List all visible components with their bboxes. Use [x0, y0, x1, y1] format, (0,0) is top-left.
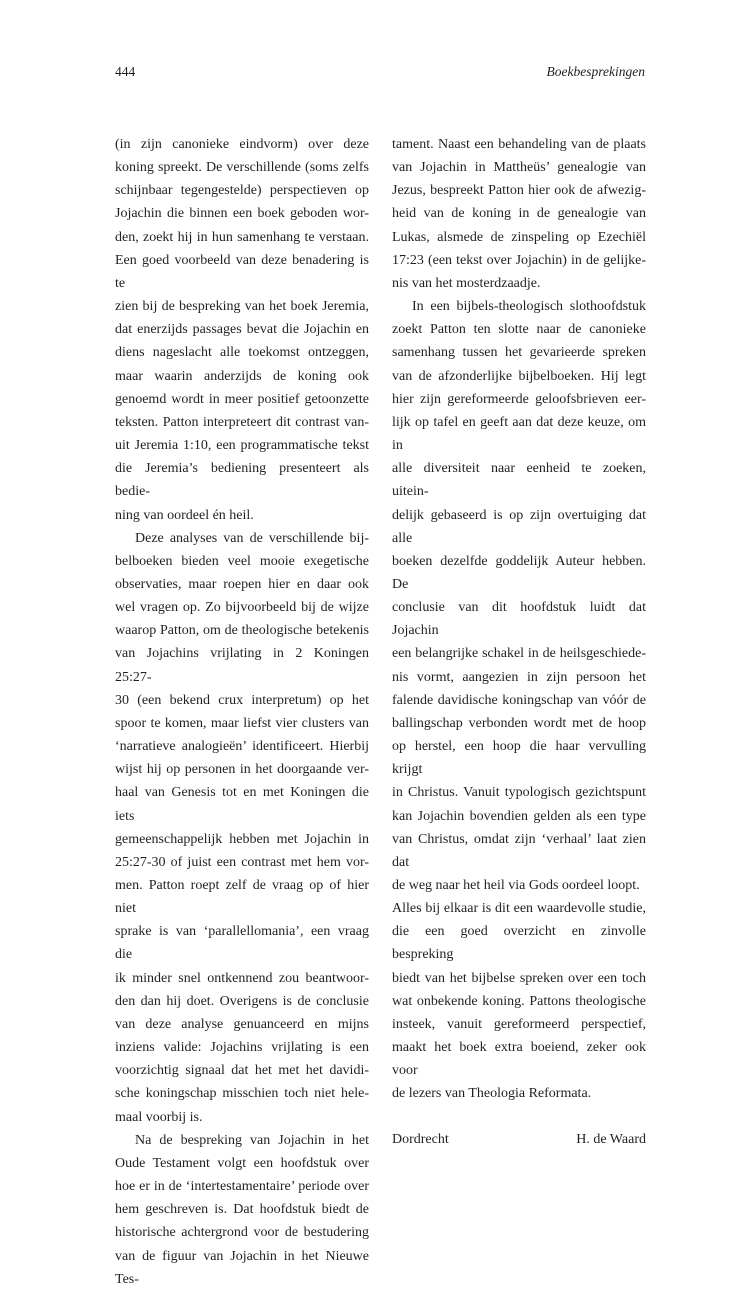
text-line: genoemd wordt in meer positief getoonzette — [115, 391, 369, 407]
text-line: de weg naar het heil via Gods oordeel loopt. — [392, 878, 640, 893]
text-line: hier zijn gereformeerde geloofsbrieven eer- — [392, 391, 646, 407]
text-line: van Jojachin in Mattheüs’ genealogie van — [392, 160, 646, 176]
text-line: wijst hij op personen in het doorgaande ver- — [115, 762, 369, 778]
signature-author: H. de Waard — [576, 1131, 646, 1147]
text-line: lijk op tafel en geeft aan dat deze keuze, om in — [392, 414, 646, 454]
text-line: die een goed overzicht en zinvolle bespreking — [392, 924, 646, 963]
text-line: koning spreekt. De verschillende (soms zelfs — [115, 160, 369, 176]
text-line: tament. Naast een behandeling van de plaats — [392, 137, 646, 152]
text-line: in Christus. Vanuit typologisch gezichtspunt — [392, 785, 646, 801]
text-line: dat enerzijds passages bevat die Jojachin en — [115, 322, 369, 338]
text-line: haal van Genesis tot en met Koningen die iets — [115, 785, 369, 824]
left-column — [115, 133, 369, 1291]
page-number: 444 — [115, 64, 136, 79]
text-line: maakt het boek extra boeiend, zeker ook voor — [392, 1040, 646, 1079]
text-line: maal voorbij is. — [115, 1109, 203, 1125]
text-line: Na de bespreking van Jojachin in het — [135, 1132, 369, 1148]
text-line: van Jojachins vrijlating in 2 Koningen 25:27- — [115, 646, 369, 685]
text-line: van de afzonderlijke bijbelboeken. Hij legt — [392, 368, 646, 384]
text-line: een belangrijke schakel in de heilsgeschiede- — [392, 646, 646, 662]
text-line: boeken dezelfde goddelijk Auteur hebben. De — [392, 553, 646, 592]
text-line: wat onbekende koning. Pattons theologische — [392, 993, 646, 1009]
text-line: hoe er in de ‘intertestamentaire’ periode over — [115, 1179, 369, 1195]
text-line: zoekt Patton ten slotte naar de canonieke — [392, 322, 646, 338]
signature-place: Dordrecht — [392, 1131, 449, 1147]
text-line: heid van de koning in de genealogie van — [392, 206, 646, 222]
text-line: Alles bij elkaar is dit een waardevolle studie, — [392, 901, 646, 917]
text-line: hem geschreven is. Dat hoofdstuk biedt de — [115, 1202, 369, 1218]
text-line: Jezus, bespreekt Patton hier ook de afwezig- — [392, 183, 646, 199]
text-line: falende davidische koningschap van vóór de — [392, 692, 646, 708]
text-line: de lezers van Theologia Reformata. — [392, 1086, 592, 1102]
text-line: van Christus, omdat zijn ‘verhaal’ laat zien dat — [392, 831, 646, 870]
text-line: van de figuur van Jojachin in het Nieuwe Tes- — [115, 1248, 369, 1287]
text-line: ‘narratieve analogieën’ identificeert. Hierbij — [115, 739, 369, 755]
text-line: kan Jojachin bovendien gelden als een type — [392, 808, 646, 824]
text-line: sche koningschap misschien toch niet hele- — [115, 1086, 369, 1102]
text-line: alle diversiteit naar eenheid te zoeken, uitein- — [392, 461, 646, 500]
text-line: belboeken bieden veel mooie exegetische — [115, 553, 369, 569]
text-line: zien bij de bespreking van het boek Jeremia, — [115, 299, 369, 315]
right-column — [392, 133, 646, 1151]
text-line: sprake is van ‘parallellomania’, een vraag die — [115, 924, 369, 963]
text-line: Jojachin die binnen een boek geboden wor- — [115, 206, 369, 222]
text-line: conclusie van dit hoofdstuk luidt dat Jojachin — [392, 600, 646, 639]
text-line: samenhang tussen het gevarieerde spreken — [392, 345, 646, 361]
text-line: biedt van het bijbelse spreken over een toch — [392, 970, 646, 986]
text-line: maar waarin anderzijds de koning ook — [115, 368, 369, 384]
running-title: Boekbesprekingen — [546, 64, 645, 79]
text-line: den dan hij doet. Overigens is de conclusie — [115, 993, 369, 1009]
text-line: historische achtergrond voor de bestudering — [115, 1225, 369, 1241]
text-line: voorzichtig signaal dat het met het davidi- — [115, 1063, 369, 1079]
text-line: inziens valide: Jojachins vrijlating is een — [115, 1040, 369, 1056]
text-line: diens nageslacht alle toekomst ontzeggen, — [115, 345, 369, 361]
text-line: uit Jeremia 1:10, een programmatische tekst — [115, 438, 369, 454]
text-line: gemeenschappelijk hebben met Jojachin in — [115, 831, 369, 847]
text-line: ik minder snel ontkennend zou beantwoor- — [115, 970, 369, 986]
text-line: ballingschap verbonden wordt met de hoop — [392, 715, 646, 731]
text-line: 17:23 (een tekst over Jojachin) in de gelijke- — [392, 252, 646, 268]
text-line: Een goed voorbeeld van deze benadering is te — [115, 252, 369, 291]
review-signature — [392, 1128, 646, 1151]
text-line: (in zijn canonieke eindvorm) over deze — [115, 137, 369, 152]
text-line: Oude Testament volgt een hoofdstuk over — [115, 1155, 369, 1171]
text-line: spoor te komen, maar liefst vier clusters van — [115, 715, 369, 731]
text-line: 30 (een bekend crux interpretum) op het — [115, 692, 369, 708]
text-line: Lukas, alsmede de zinspeling op Ezechiël — [392, 229, 646, 245]
text-line: ning van oordeel én heil. — [115, 507, 254, 523]
right-column-text — [392, 133, 646, 1106]
text-line: Deze analyses van de verschillende bij- — [135, 530, 369, 546]
text-line: wel vragen op. Zo bijvoorbeeld bij de wijze — [115, 600, 369, 616]
text-line: waarop Patton, om de theologische betekenis — [115, 623, 369, 639]
text-line: delijk gebaseerd is op zijn overtuiging dat alle — [392, 507, 646, 546]
text-line: den, zoekt hij in hun samenhang te verstaan. — [115, 229, 369, 245]
text-line: schijnbaar tegengestelde) perspectieven op — [115, 183, 369, 199]
text-line: 25:27-30 of juist een contrast met hem vor- — [115, 854, 369, 870]
text-line: die Jeremia’s bediening presenteert als bedie- — [115, 461, 369, 500]
text-line: nis van het mosterdzaadje. — [392, 275, 541, 291]
text-line: van deze analyse genuanceerd en mijns — [115, 1016, 369, 1032]
text-line: op herstel, een hoop die haar vervulling krijgt — [392, 739, 646, 778]
text-line: In een bijbels-theologisch slothoofdstuk — [412, 299, 646, 315]
text-line: observaties, maar roepen hier en daar ook — [115, 576, 369, 592]
text-line: men. Patton roept zelf de vraag op of hier niet — [115, 878, 369, 917]
text-line: nis vormt, aangezien in zijn persoon het — [392, 669, 646, 685]
text-line: insteek, vanuit gereformeerd perspectief, — [392, 1016, 646, 1032]
text-line: teksten. Patton interpreteert dit contrast van- — [115, 414, 369, 430]
